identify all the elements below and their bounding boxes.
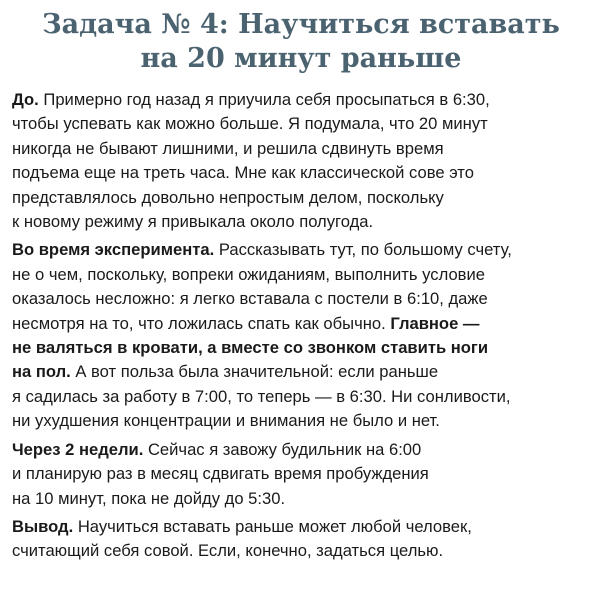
- emphasis-text: Главное —: [390, 313, 480, 333]
- section-label: Вывод.: [12, 516, 74, 536]
- emphasis-text: не валяться в кровати, а вместе со звонком ставить ноги: [12, 338, 489, 358]
- section-after: Через 2 недели. Сейчас я завожу будильник на 6:00 и планирую раз в месяц сдвигать время пробуждения на 10 минут, пока не дойду до 5:30.: [12, 439, 429, 508]
- section-label: Через 2 недели.: [12, 439, 144, 459]
- title-line-2: на 20 минут раньше: [140, 43, 462, 74]
- section-label: До.: [12, 90, 39, 109]
- section-conclusion: Вывод. Научиться вставать раньше может любой человек, считающий себя совой. Если, конечно, задаться целью.: [12, 516, 472, 561]
- title-line-1: Задача № 4: Научиться вставать: [42, 9, 560, 40]
- section-label: Во время эксперимента.: [12, 240, 215, 260]
- emphasis-text: на пол.: [12, 362, 71, 382]
- section-before: До. Примерно год назад я приучила себя просыпаться в 6:30, чтобы успевать как можно больше. Я подумала, что 20 минут никогда не бывают лишними, и решила сдвинуть время подъема еще на треть часа. Мне как классической сове это представлялось довольно непростым делом, поскольку к новому режиму я привыкала около полугода.: [12, 90, 490, 232]
- section-during: Во время эксперимента. Рассказывать тут, по большому счету, не о чем, поскольку, вопреки ожиданиям, выполнить условие оказалось несложно: я легко вставала с постели в 6:10, даже несмотря на то, что ложилась спать как обычно. Главное — не валяться в кровати, а вместе со звонком ставить ноги на пол. А вот польза была значительной: если раньше я садилась за работу в 7:00, то теперь — в 6:30. Ни сонливости, ни ухудшения концентрации и внимания не было и нет.: [12, 238, 590, 433]
- page-title: [12, 8, 590, 76]
